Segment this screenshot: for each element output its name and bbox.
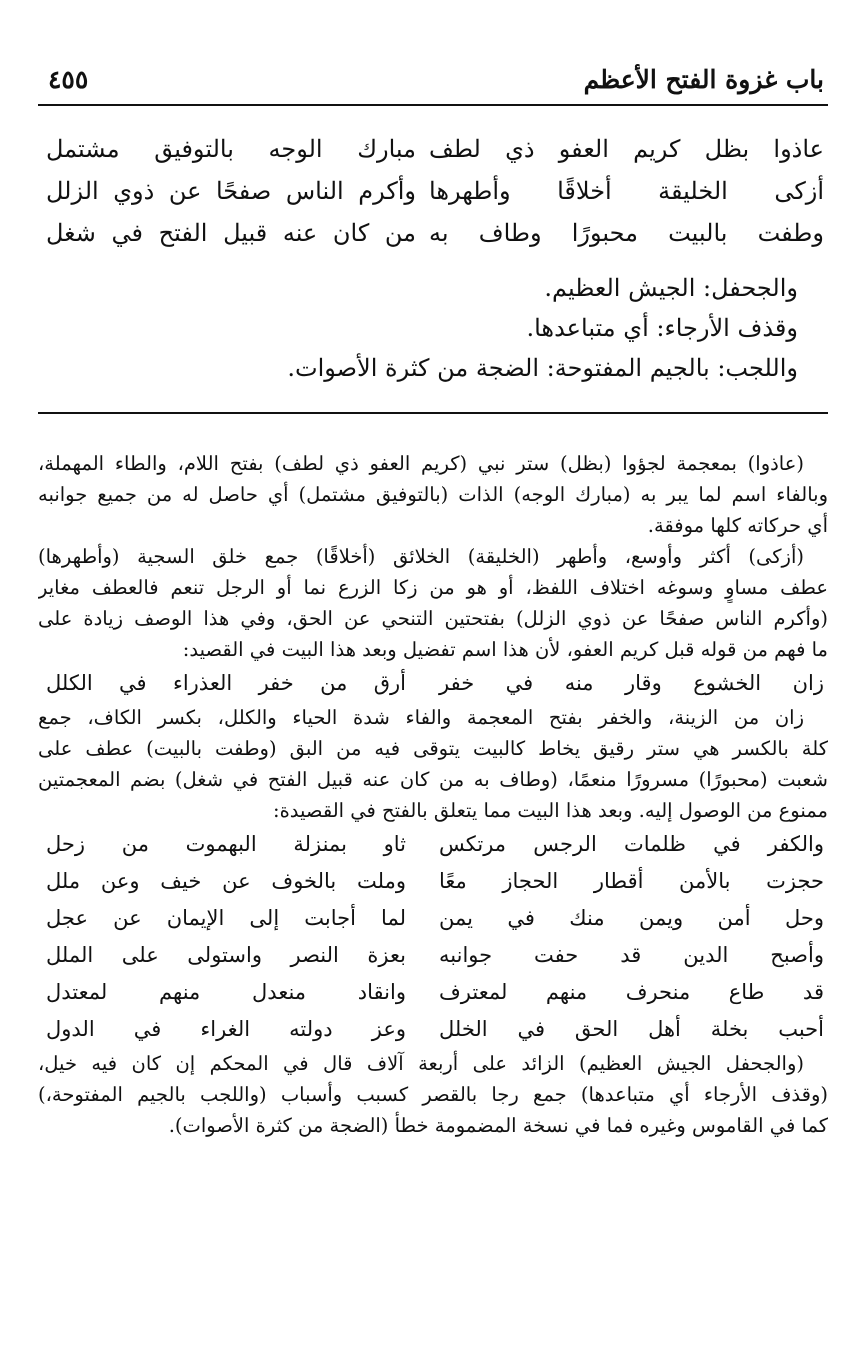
verse-first-hemistich: زان الخشوع وقار منه في خفر [439,671,824,695]
text-line: عطف مساوٍ وسوغه اختلاف اللفظ، أو هو من زكا الزرع نما أو الرجل تنعم فالعطف مغاير [38,576,828,599]
quoted-verse [38,665,828,702]
poem-verse [38,863,828,900]
verse-first-hemistich: حجزت بالأمن أقطار الحجاز معًا [439,869,824,893]
verse-second-hemistich: وانقاد منعدل منهم لمعتدل [46,980,406,1004]
verse-second-hemistich: لما أجابت إلى الإيمان عن عجل [46,906,406,930]
gloss-entry: والجحفل: الجيش العظيم. [544,274,798,302]
poem-verse [38,128,828,170]
poem-verse [38,170,828,212]
text-line: كما في القاموس وغيره فما في نسخة المضمومة خطأ (الضجة من كثرة الأصوات). [168,1114,828,1137]
verse-second-hemistich: وملت بالخوف عن خيف وعن ملل [46,869,406,893]
text-line: (والجحفل الجيش العظيم) الزائد على أربعة آلاف قال في المحكم إن كان فيه خيل، [38,1052,804,1075]
verse-first-hemistich: وحل أمن ويمن منك في يمن [439,906,824,930]
running-header [38,60,828,100]
poem-verse [38,974,828,1011]
poem-verse [38,212,828,254]
text-line: ممنوع من الوصول إليه. وبعد هذا البيت مما يتعلق بالفتح في القصيدة: [273,799,828,822]
verse-second-hemistich: مبارك الوجه بالتوفيق مشتمل [46,135,416,163]
commentary [38,448,828,1141]
commentary-paragraph [38,702,828,826]
verse-first-hemistich: أحبب بخلة أهل الحق في الخلل [439,1017,824,1041]
text-line: ما فهم من قوله قبل كريم العفو، لأن هذا اسم تفضيل وبعد هذا البيت في القصيد: [182,638,828,661]
commentary-paragraph [38,448,828,541]
text-line: (أزكى) أكثر وأوسع، وأطهر (الخليقة) الخلائق (أخلاقًا) جمع خلق السجية (وأطهرها) [38,545,804,568]
text-line: كلة بالكسر هي ستر رقيق يخاط كالبيت يتوقى فيه من البق (وطفت بالبيت) عطف على [38,737,828,760]
poem-verse [38,900,828,937]
header-rule [38,104,828,106]
text-line: شعبت (محبورًا) مسرورًا منعمًا، (وطاف به من كان عنه قبيل الفتح في شغل) بضم المعجمتين [38,768,828,791]
page-number: ٤٥٥ [48,65,89,94]
verse-second-hemistich: وأكرم الناس صفحًا عن ذوي الزلل [46,177,416,205]
text-line: (وقذف الأرجاء أي متباعدها) جمع رجا بالقصر كسبب وأسباب (واللجب بالجيم المفتوحة،) [38,1083,828,1106]
gloss-entry: واللجب: بالجيم المفتوحة: الضجة من كثرة الأصوات. [287,354,798,382]
poem-verse [38,826,828,863]
commentary-paragraph [38,1048,828,1141]
verse-first-hemistich: والكفر في ظلمات الرجس مرتكس [439,832,824,856]
poem-verse [38,665,828,702]
commentary-paragraph [38,541,828,665]
verse-first-hemistich: وأصبح الدين قد حفت جوانبه [439,943,824,967]
text-line: وبالفاء اسم لما يبر به (مبارك الوجه) الذات (بالتوفيق مشتمل) أي حاصل له من جميع جوانبه [38,483,828,506]
poem-verse [38,937,828,974]
page [38,0,828,1359]
verse-second-hemistich: أرق من خفر العذراء في الكلل [46,671,406,695]
chapter-title: باب غزوة الفتح الأعظم [583,65,824,94]
verse-second-hemistich: بعزة النصر واستولى على الملل [46,943,406,967]
main-poem [38,128,828,254]
text-line: (عاذوا) بمعجمة لجؤوا (بظل) ستر نبي (كريم العفو ذي لطف) بفتح اللام، والطاء المهملة، [38,452,804,475]
gloss-entry: وقذف الأرجاء: أي متباعدها. [526,314,798,342]
verse-first-hemistich: وطفت بالبيت محبورًا وطاف به [429,219,824,247]
verse-second-hemistich: وعز دولته الغراء في الدول [46,1017,406,1041]
verse-first-hemistich: قد طاع منحرف منهم لمعترف [439,980,824,1004]
text-line: زان من الزينة، والخفر بفتح المعجمة والفاء شدة الحياء والكلل، بكسر الكاف، جمع [38,706,804,729]
text-line: (وأكرم الناس صفحًا عن ذوي الزلل) بفتحتين التنحي عن الحق، وفي هذا الوصف زيادة على [38,607,828,630]
verse-first-hemistich: عاذوا بظل كريم العفو ذي لطف [429,135,824,163]
section-rule [38,412,828,414]
verse-first-hemistich: أزكى الخليقة أخلاقًا وأطهرها [429,177,824,205]
glossary [38,268,798,388]
verse-second-hemistich: ثاو بمنزلة البهموت من زحل [46,832,406,856]
verse-second-hemistich: من كان عنه قبيل الفتح في شغل [46,219,416,247]
poem-verse [38,1011,828,1048]
quoted-poem [38,826,828,1048]
text-line: أي حركاته كلها موفقة. [647,514,828,537]
